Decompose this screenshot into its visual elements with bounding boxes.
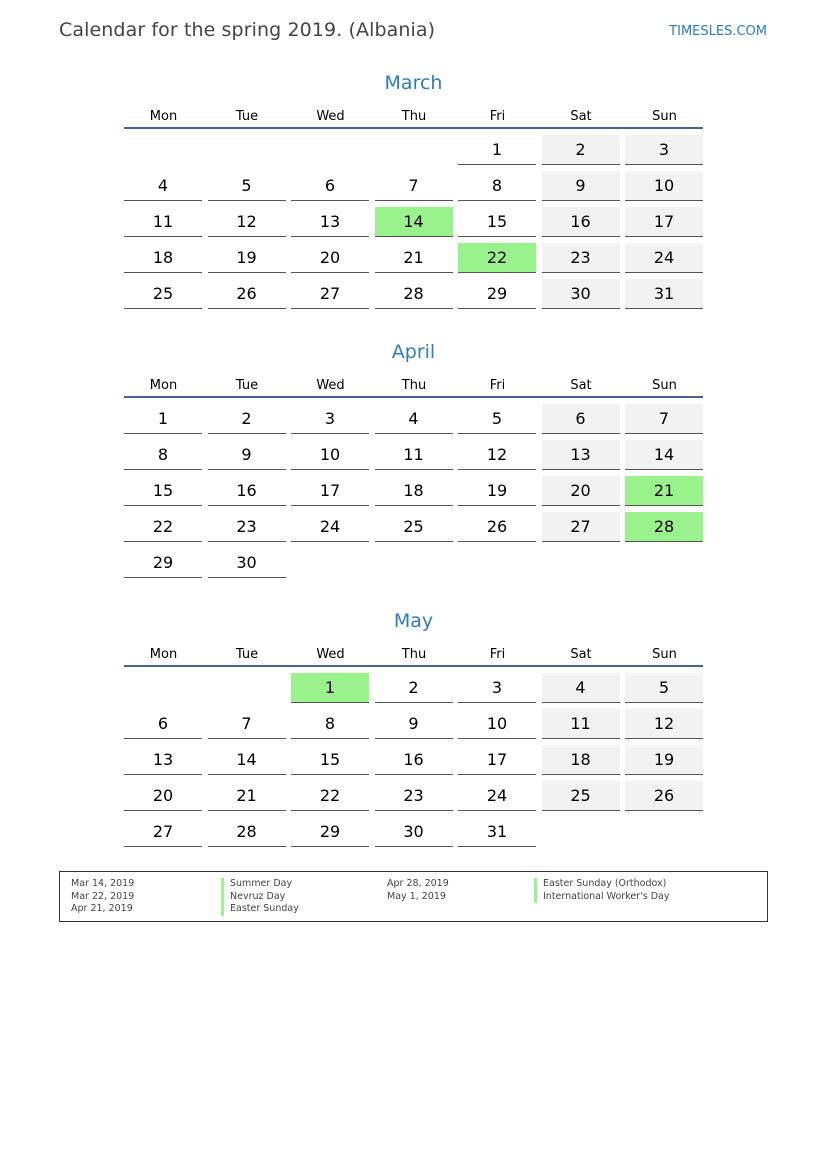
day-cell: 1 (458, 135, 536, 165)
weekday-mon: Mon (149, 109, 178, 124)
day-cell: 2 (375, 673, 453, 703)
day-cell: 8 (458, 171, 536, 201)
day-cell: 25 (124, 279, 202, 309)
legend-dates-left (71, 878, 134, 916)
weekday-sun: Sun (652, 647, 677, 662)
day-cell: 24 (291, 512, 369, 542)
day-cell: 23 (542, 243, 620, 273)
day-cell: 13 (542, 440, 620, 470)
legend-holiday-name: Nevruz Day (221, 891, 299, 904)
day-cell: 12 (625, 709, 703, 739)
day-cell: 24 (625, 243, 703, 273)
day-cell: 6 (542, 404, 620, 434)
header-rule (124, 396, 703, 398)
day-cell: 17 (625, 207, 703, 237)
weekday-wed: Wed (316, 647, 345, 662)
day-cell: 25 (375, 512, 453, 542)
day-cell: 4 (375, 404, 453, 434)
day-cell: 26 (458, 512, 536, 542)
legend-names-left (221, 878, 299, 916)
day-cell: 16 (542, 207, 620, 237)
day-cell: 18 (375, 476, 453, 506)
day-cell: 19 (458, 476, 536, 506)
day-cell: 26 (208, 279, 286, 309)
day-cell: 21 (208, 781, 286, 811)
day-cell: 30 (208, 548, 286, 578)
legend-date: May 1, 2019 (387, 890, 446, 902)
month-name: May (393, 610, 434, 632)
day-cell: 21 (375, 243, 453, 273)
day-cell: 15 (124, 476, 202, 506)
legend-date: Mar 14, 2019 (71, 878, 135, 889)
day-cell: 30 (375, 817, 453, 847)
holiday-day-cell: 14 (375, 207, 453, 237)
day-cell: 11 (542, 709, 620, 739)
weekday-sat: Sat (570, 378, 592, 393)
day-cell: 14 (625, 440, 703, 470)
day-cell: 11 (375, 440, 453, 470)
weekday-mon: Mon (149, 647, 178, 662)
day-cell: 12 (208, 207, 286, 237)
day-cell: 24 (458, 781, 536, 811)
brand-link[interactable]: TIMESLES.COM (669, 24, 767, 39)
weekday-fri: Fri (489, 647, 506, 662)
day-cell: 27 (542, 512, 620, 542)
day-cell: 18 (542, 745, 620, 775)
page-title: Calendar for the spring 2019. (Albania) (59, 19, 436, 41)
day-cell: 31 (458, 817, 536, 847)
legend-holiday-name: Easter Sunday (221, 903, 299, 916)
header-rule (124, 127, 703, 129)
day-cell: 17 (291, 476, 369, 506)
day-cell: 6 (124, 709, 202, 739)
day-cell: 3 (291, 404, 369, 434)
day-cell: 18 (124, 243, 202, 273)
day-cell: 1 (124, 404, 202, 434)
weekday-tue: Tue (235, 378, 259, 393)
day-cell: 19 (208, 243, 286, 273)
holiday-day-cell: 21 (625, 476, 703, 506)
legend-dates-right (387, 878, 449, 903)
weekday-header-row (124, 109, 703, 129)
legend-date: Apr 21, 2019 (71, 903, 133, 914)
day-cell: 20 (291, 243, 369, 273)
day-cell: 3 (625, 135, 703, 165)
holiday-day-cell: 1 (291, 673, 369, 703)
day-cell: 26 (625, 781, 703, 811)
day-cell: 27 (124, 817, 202, 847)
legend-holiday-name: International Worker's Day (534, 891, 669, 904)
day-cell: 10 (458, 709, 536, 739)
day-cell: 12 (458, 440, 536, 470)
day-cell: 7 (208, 709, 286, 739)
legend-date: Mar 22, 2019 (71, 890, 135, 902)
legend-holiday-name: Easter Sunday (Orthodox) (534, 878, 669, 891)
day-cell: 15 (291, 745, 369, 775)
day-cell: 29 (291, 817, 369, 847)
day-cell: 3 (458, 673, 536, 703)
holiday-day-cell: 22 (458, 243, 536, 273)
weekday-wed: Wed (316, 109, 345, 124)
day-cell: 23 (208, 512, 286, 542)
day-cell: 5 (208, 171, 286, 201)
header-rule (124, 665, 703, 667)
day-cell: 22 (124, 512, 202, 542)
month-name: March (384, 72, 443, 94)
day-cell: 11 (124, 207, 202, 237)
day-cell: 30 (542, 279, 620, 309)
day-cell: 17 (458, 745, 536, 775)
day-cell: 20 (542, 476, 620, 506)
day-cell: 8 (291, 709, 369, 739)
weekday-fri: Fri (489, 378, 506, 393)
weekday-header-row (124, 378, 703, 398)
weekday-thu: Thu (401, 378, 427, 393)
day-cell: 29 (124, 548, 202, 578)
day-cell: 19 (625, 745, 703, 775)
weekday-sun: Sun (652, 109, 677, 124)
day-cell: 13 (124, 745, 202, 775)
day-cell: 6 (291, 171, 369, 201)
day-cell: 2 (542, 135, 620, 165)
day-cell: 23 (375, 781, 453, 811)
weekday-fri: Fri (489, 109, 506, 124)
legend-holiday-name: Summer Day (221, 878, 299, 891)
weekday-thu: Thu (401, 109, 427, 124)
day-cell: 14 (208, 745, 286, 775)
day-cell: 7 (375, 171, 453, 201)
legend-date: Apr 28, 2019 (387, 878, 449, 889)
day-cell: 16 (375, 745, 453, 775)
day-cell: 10 (291, 440, 369, 470)
holiday-day-cell: 28 (625, 512, 703, 542)
day-cell: 7 (625, 404, 703, 434)
day-cell: 15 (458, 207, 536, 237)
day-cell: 9 (542, 171, 620, 201)
day-cell: 31 (625, 279, 703, 309)
weekday-sun: Sun (652, 378, 677, 393)
day-cell: 9 (208, 440, 286, 470)
day-cell: 10 (625, 171, 703, 201)
weekday-wed: Wed (316, 378, 345, 393)
day-cell: 8 (124, 440, 202, 470)
holiday-legend (59, 871, 768, 922)
day-cell: 13 (291, 207, 369, 237)
weekday-sat: Sat (570, 109, 592, 124)
day-cell: 28 (375, 279, 453, 309)
day-cell: 29 (458, 279, 536, 309)
day-cell: 28 (208, 817, 286, 847)
day-cell: 25 (542, 781, 620, 811)
weekday-tue: Tue (235, 109, 259, 124)
weekday-mon: Mon (149, 378, 178, 393)
day-cell: 20 (124, 781, 202, 811)
day-cell: 5 (458, 404, 536, 434)
weekday-header-row (124, 647, 703, 667)
weekday-thu: Thu (401, 647, 427, 662)
weekday-tue: Tue (235, 647, 259, 662)
weekday-sat: Sat (570, 647, 592, 662)
legend-names-right (534, 878, 669, 903)
day-cell: 9 (375, 709, 453, 739)
day-cell: 2 (208, 404, 286, 434)
day-cell: 4 (124, 171, 202, 201)
month-name: April (391, 341, 436, 363)
day-cell: 27 (291, 279, 369, 309)
day-cell: 4 (542, 673, 620, 703)
day-cell: 22 (291, 781, 369, 811)
day-cell: 16 (208, 476, 286, 506)
day-cell: 5 (625, 673, 703, 703)
